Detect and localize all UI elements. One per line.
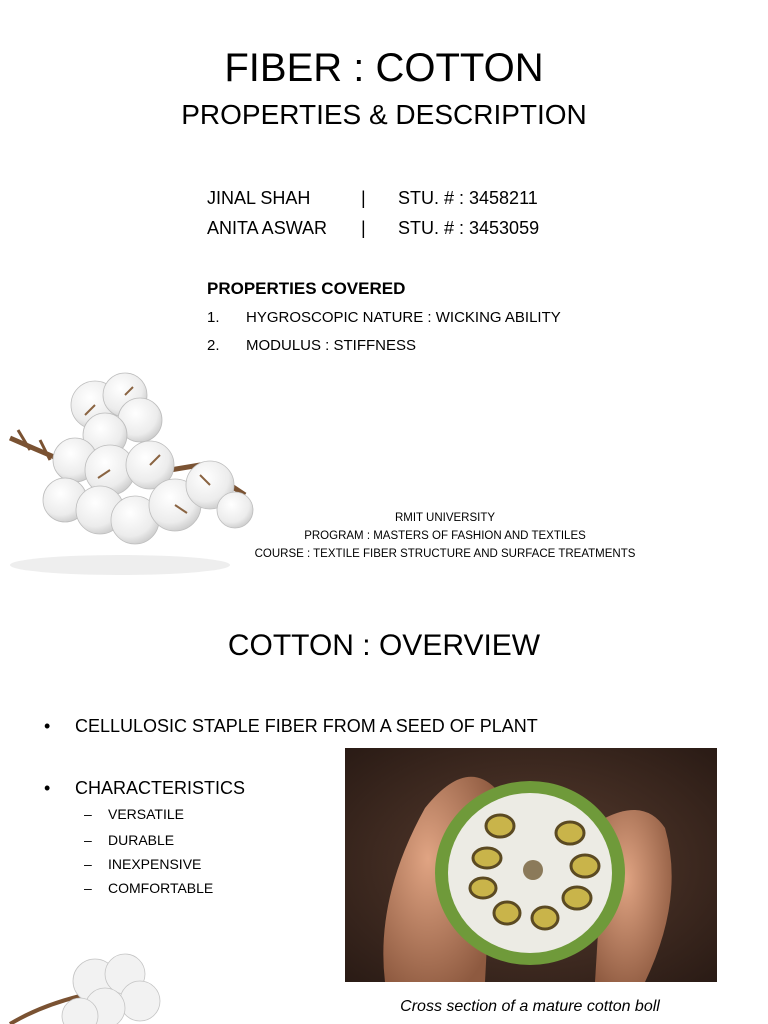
sub-bullet-symbol: – [84, 832, 92, 848]
bullet-text: CHARACTERISTICS [75, 778, 246, 798]
overview-title: COTTON : OVERVIEW [227, 629, 541, 662]
sub-bullet-symbol: – [84, 856, 92, 872]
slide-overview [0, 596, 768, 1024]
property-text: HYGROSCOPIC NATURE : WICKING ABILITY [246, 309, 561, 326]
characteristic-item: COMFORTABLE [108, 880, 214, 896]
student-separator: | [361, 188, 366, 208]
cotton-boll-cross-section-image [345, 748, 717, 982]
image-caption: Cross section of a mature cotton boll [400, 998, 660, 1015]
program-name: PROGRAM : MASTERS OF FASHION AND TEXTILES [304, 530, 586, 542]
sub-bullet-symbol: – [84, 806, 92, 822]
sub-bullet-symbol: – [84, 880, 92, 896]
characteristic-item: DURABLE [108, 832, 175, 848]
course-name: COURSE : TEXTILE FIBER STRUCTURE AND SURFACE TREATMENTS [254, 548, 636, 560]
bullet-symbol: • [44, 716, 51, 736]
property-number: 1. [207, 309, 220, 326]
bullet-text: CELLULOSIC STAPLE FIBER FROM A SEED OF PLANT [75, 716, 538, 736]
property-number: 2. [207, 337, 220, 354]
page-subtitle: PROPERTIES & DESCRIPTION [181, 99, 587, 130]
student-name: JINAL SHAH [207, 188, 311, 208]
characteristic-item: VERSATILE [108, 806, 184, 822]
characteristic-item: INEXPENSIVE [108, 856, 202, 872]
university-name: RMIT UNIVERSITY [394, 512, 496, 524]
student-id: STU. # : 3458211 [398, 188, 538, 208]
property-text: MODULUS : STIFFNESS [246, 337, 417, 354]
bullet-symbol: • [44, 778, 51, 798]
student-id: STU. # : 3453059 [398, 218, 540, 238]
cotton-plant-image [0, 946, 200, 1024]
student-name: ANITA ASWAR [207, 218, 328, 238]
student-separator: | [361, 218, 366, 238]
page-title: FIBER : COTTON [224, 46, 544, 90]
properties-heading: PROPERTIES COVERED [207, 279, 406, 298]
